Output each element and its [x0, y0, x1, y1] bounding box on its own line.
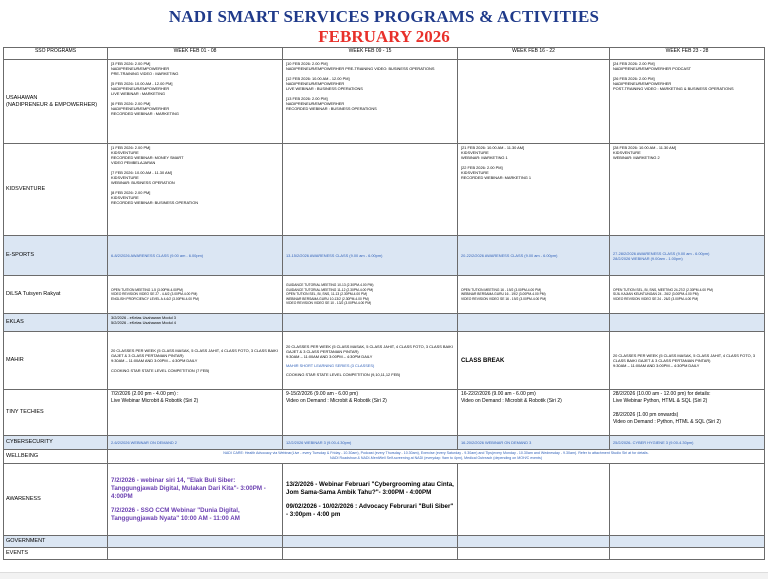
- cyber-week-3: 16-20/2/2026 WEBINAR ON DEMAND 3: [458, 436, 610, 450]
- eklas-week-1: 3/2/2026 - eKelas Usahawan Modul 3 5/2/2026 - eKelas Usahawan Modul 4: [108, 314, 283, 332]
- eklas-week-4: [610, 314, 765, 332]
- tiny-week-3: 16-22/2/2026 (9.00 am - 6.00 pm) Video on Demand : Microbit & Robotik (Siri 2): [458, 390, 610, 436]
- kidsventure-week-2: [283, 144, 458, 236]
- mahir-week-3: CLASS BREAK: [458, 332, 610, 390]
- cyber-week-4: 25/2/2026- CYBER HYGIENE 3 (9.00-4.30pm): [610, 436, 765, 450]
- events-week-4: [610, 548, 765, 560]
- program-wellbeing: WELLBEING: [4, 450, 108, 464]
- awareness-week-3: [458, 464, 610, 536]
- row-eklas: [4, 314, 765, 332]
- mahir-week-1: 20 CLASSES PER WEEK (5 CLASS MASAK, 5 CLASS JAHIT, 4 CLASS FOTO, 3 CLASS BAIKI GAJET & 3 CLASS PERTANIAN PINTAR) 9:30AM – 11:00AM AND 3:00PM – 4:30PM DAILY COOKING STAR STATE LEVEL COMPETITION (7 FEB): [108, 332, 283, 390]
- events-week-3: [458, 548, 610, 560]
- tiny-week-4: 28/2/2026 (10.00 am - 12.00 pm) for details: Live Webinar Python, HTML & SQL (Siri 2) 28/2/2026 (1.00 pm onwards) Video on Demand : Python, HTML & SQL (Siri 2): [610, 390, 765, 436]
- row-wellbeing: [4, 450, 765, 464]
- row-esports: [4, 236, 765, 276]
- header-week-1: WEEK FEB 01 - 08: [108, 48, 283, 60]
- mahir-week-2: 20 CLASSES PER WEEK (5 CLASS MASAK, 5 CLASS JAHIT, 4 CLASS FOTO, 3 CLASS BAIKI GAJET & 3 CLASS PERTANIAN PINTAR) 9:30AM – 11:00AM AND 3:00PM – 4:30PM DAILY MAHIR SHORT LEARNING SERIES (3 CLASSES) COOKING STAR STATE LEVEL COMPETITION (9,10,11,12 FEB): [283, 332, 458, 390]
- eklas-week-3: [458, 314, 610, 332]
- program-cybersecurity: CYBERSECURITY: [4, 436, 108, 450]
- dilsa-week-2: GUIDANCE TUTORIAL MEETING 10-13 (2.30PM-4.00 PM) GUIDANCE TUTORIAL MEETING 11-12 (2.30PM-4.00 PM) OPEN TUTION SEL, BI, SNS, 11-13 (2.30PM-4.00 PM) WEBINAR BERSAMA GURU 10-13/2 (2.30PM-4.00 PM) VIDEO REVISION VIDEO SE 10 - 13/2 (3.00PM-4.00 PM): [283, 276, 458, 314]
- mahir-short-learning-series: MAHIR SHORT LEARNING SERIES (3 CLASSES): [286, 363, 375, 368]
- usahawan-week-2: [10 FEB 2026: 2.00 PM] NADIPRENEUR/EMPOWERHER PRE-TRAINING VIDEO: BUSINESS OPERATIONS [12 FEB 2026: 10.00 AM - 12.00 PM] NADIPRENEUR/EMPOWERHER LIVE WEBINAR : BUSINESS OPERATIONS [13 FEB 2026: 2.00 PM] NADIPRENEUR/EMPOWERHER RECORDED WEBINAR : BUSINESS OPERATIONS: [283, 60, 458, 144]
- esports-week-3: 20-22/2/2026 AWARENESS CLASS (9.00 am - 6.00pm): [458, 236, 610, 276]
- row-dilsa: [4, 276, 765, 314]
- kidsventure-week-3: [21 FEB 2026: 10.00 AM - 11.30 AM] KIDSVENTURE WEBINAR: MARKETING 1 [22 FEB 2026: 2.00 PM] KIDSVENTURE RECORDED WEBINAR: MARKETING 1: [458, 144, 610, 236]
- wellbeing-all-weeks: NADI CARE: Health Advocacy via Webinar(Live - every Tuesday & Friday - 10.30am), Podcast (every Thursday - 10.30am), Exercise (every Saturday - 9.30am) and Tips(every Monday - 10.30am and Wednesday - 9.30am). Refer to attachment Studio Siri at for details. NADI Roadshow & NADI-MentWell Self-screening at NADI (everyday: 9am to 4pm), Medical Outreach (depending on MOH/C events): [108, 450, 765, 464]
- dilsa-week-4: OPEN TUTION SEL, BI, SNS, MEETING 24-27/2 (2.30PM-4.00 PM) SIJIL KAJIAN KEUNTUNGAN 24 - 26/2 (3.00PM-4.00 PM) VIDEO REVISION VIDEO SE 24 - 26/2 (3.00PM-4.00 PM): [610, 276, 765, 314]
- government-week-2: [283, 536, 458, 548]
- program-awareness: AWARENESS: [4, 464, 108, 536]
- program-esports: E-SPORTS: [4, 236, 108, 276]
- row-government: [4, 536, 765, 548]
- usahawan-week-3: [458, 60, 610, 144]
- row-mahir: [4, 332, 765, 390]
- page-title: NADI SMART SERVICES PROGRAMS & ACTIVITIES: [168, 7, 600, 26]
- header-week-2: WEEK FEB 09 - 15: [283, 48, 458, 60]
- row-tiny-techies: [4, 390, 765, 436]
- program-kidsventure: KIDSVENTURE: [4, 144, 108, 236]
- program-events: EVENTS: [4, 548, 108, 560]
- esports-week-2: 13-15/2/2026 AWARENESS CLASS (9.00 am - 6.00pm): [283, 236, 458, 276]
- dilsa-week-1: OPEN TUITION MEETING 1-5 (3.00PM-4.00PM) VIDEO REVISION VIDEO SE 27 - 4-6/2 (3.00PM-4.00 PM) ENGLISH PROFICIENCY LEVEL A 4-6/2 (3.00PM-4.00 PM): [108, 276, 283, 314]
- mahir-week-4: 20 CLASSES PER WEEK (5 CLASS MASAK, 5 CLASS JAHIT, 4 CLASS FOTO, 3 CLASS BAIKI GAJET & 3 CLASS PERTANIAN PINTAR) 9:30AM – 11:00AM AND 3:00PM – 4:30PM DAILY: [610, 332, 765, 390]
- row-usahawan: [4, 60, 765, 144]
- header-row: [4, 48, 765, 60]
- events-week-1: [108, 548, 283, 560]
- eklas-week-2: [283, 314, 458, 332]
- row-kidsventure: [4, 144, 765, 236]
- cyber-week-1: 2-6/2/2026 WEBINAR ON DEMAND 2: [108, 436, 283, 450]
- program-eklas: EKLAS: [4, 314, 108, 332]
- government-week-4: [610, 536, 765, 548]
- program-usahawan: USAHAWAN (NADIPRENEUR & EMPOWERHER): [4, 60, 108, 144]
- usahawan-week-4: [24 FEB 2026: 2.00 PM] NADIPRENEUR/EMPOWERHER PODCAST [26 FEB 2026: 2.00 PM] NADIPRENEUR/EMPOWERHER POST-TRAINING VIDEO : MARKETING & BUSINESS OPERATIONS: [610, 60, 765, 144]
- awareness-week-4: [610, 464, 765, 536]
- row-cybersecurity: [4, 436, 765, 450]
- header-week-4: WEEK FEB 23 - 28: [610, 48, 765, 60]
- tiny-week-1: 7/2/2026 (2.00 pm - 4.00 pm) : Live Webinar Microbit & Robotik (Siri 2): [108, 390, 283, 436]
- row-events: [4, 548, 765, 560]
- cyber-week-2: 12/2/2026 WEBINAR 3 (9.00-4.30pm): [283, 436, 458, 450]
- kidsventure-week-4: [28 FEB 2026: 10.00 AM - 11.30 AM] KIDSVENTURE WEBINAR: MARKETING 2: [610, 144, 765, 236]
- tiny-week-2: 9-15/2/2026 (9.00 am - 6.00 pm) Video on Demand : Microbit & Robotik (Siri 2): [283, 390, 458, 436]
- awareness-week-2: 13/2/2026 - Webinar Februari "Cybergrooming atau Cinta, Jom Sama-Sama Ambik Tahu?"- 3:00PM - 4:00PM 09/02/2026 - 10/02/2026 : Advocacy Februrari "Buli Siber" - 3:00pm - 4:00 pm: [283, 464, 458, 536]
- header-programs: SSO PROGRAMS: [4, 48, 108, 60]
- government-week-3: [458, 536, 610, 548]
- esports-week-4: 27-28/2/2026 AWARENESS CLASS (9.00 am - 6.00pm) 28/2/2026 WEBINAR (9.00am - 1.00pm): [610, 236, 765, 276]
- program-tiny-techies: TINY TECHIES: [4, 390, 108, 436]
- row-awareness: [4, 464, 765, 536]
- program-dilsa: DiLSA Tuisyen Rakyat: [4, 276, 108, 314]
- esports-week-1: 6-8/2/2026 AWARENESS CLASS (9.00 am - 6.00pm): [108, 236, 283, 276]
- schedule-table: [3, 47, 765, 560]
- page-subtitle: FEBRUARY 2026: [318, 27, 450, 46]
- dilsa-week-3: OPEN TUTION MEETING 16 - 19/2 (3.00PM-4.00 PM) WEBINAR BERSAMA GURU 16 - 19/2 (3.00PM-4.00 PM) VIDEO REVISION VIDEO SE 16 - 19/2 (3.00PM-4.00 PM): [458, 276, 610, 314]
- header-week-3: WEEK FEB 16 - 22: [458, 48, 610, 60]
- program-mahir: MAHIR: [4, 332, 108, 390]
- kidsventure-week-1: [1 FEB 2026: 2.00 PM] KIDSVENTURE RECORDED WEBINAR: MONEY SMART VIDEO PEMBELAJARAN [7 FEB 2026: 10.00 AM - 11.30 AM] KIDSVENTURE WEBINAR: BUSINESS OPERATION [8 FEB 2026: 2.00 PM] KIDSVENTURE RECORDED WEBINAR: BUSINESS OPERATION: [108, 144, 283, 236]
- usahawan-week-1: [3 FEB 2026: 2.00 PM] NADIPRENEUR/EMPOWERHER PRE-TRAINING VIDEO : MARKETING [5 FEB 2026: 10.00 AM - 12.00 PM] NADIPRENEUR/EMPOWERHER LIVE WEBINAR : MARKETING [6 FEB 2026: 2.00 PM] NADIPRENEUR/EMPOWERHER RECORDED WEBINAR : MARKETING: [108, 60, 283, 144]
- awareness-week-1: 7/2/2026 - webinar siri 14, "Elak Buli Siber: Tanggungjawab Digital, Mulakan Dari Kita"- 3:00PM - 4:00PM 7/2/2026 - SSO CCM Webinar "Dunia Digital, Tanggungjawab Nyata" 10:00 AM - 11:00 AM: [108, 464, 283, 536]
- events-week-2: [283, 548, 458, 560]
- program-government: GOVERNMENT: [4, 536, 108, 548]
- government-week-1: [108, 536, 283, 548]
